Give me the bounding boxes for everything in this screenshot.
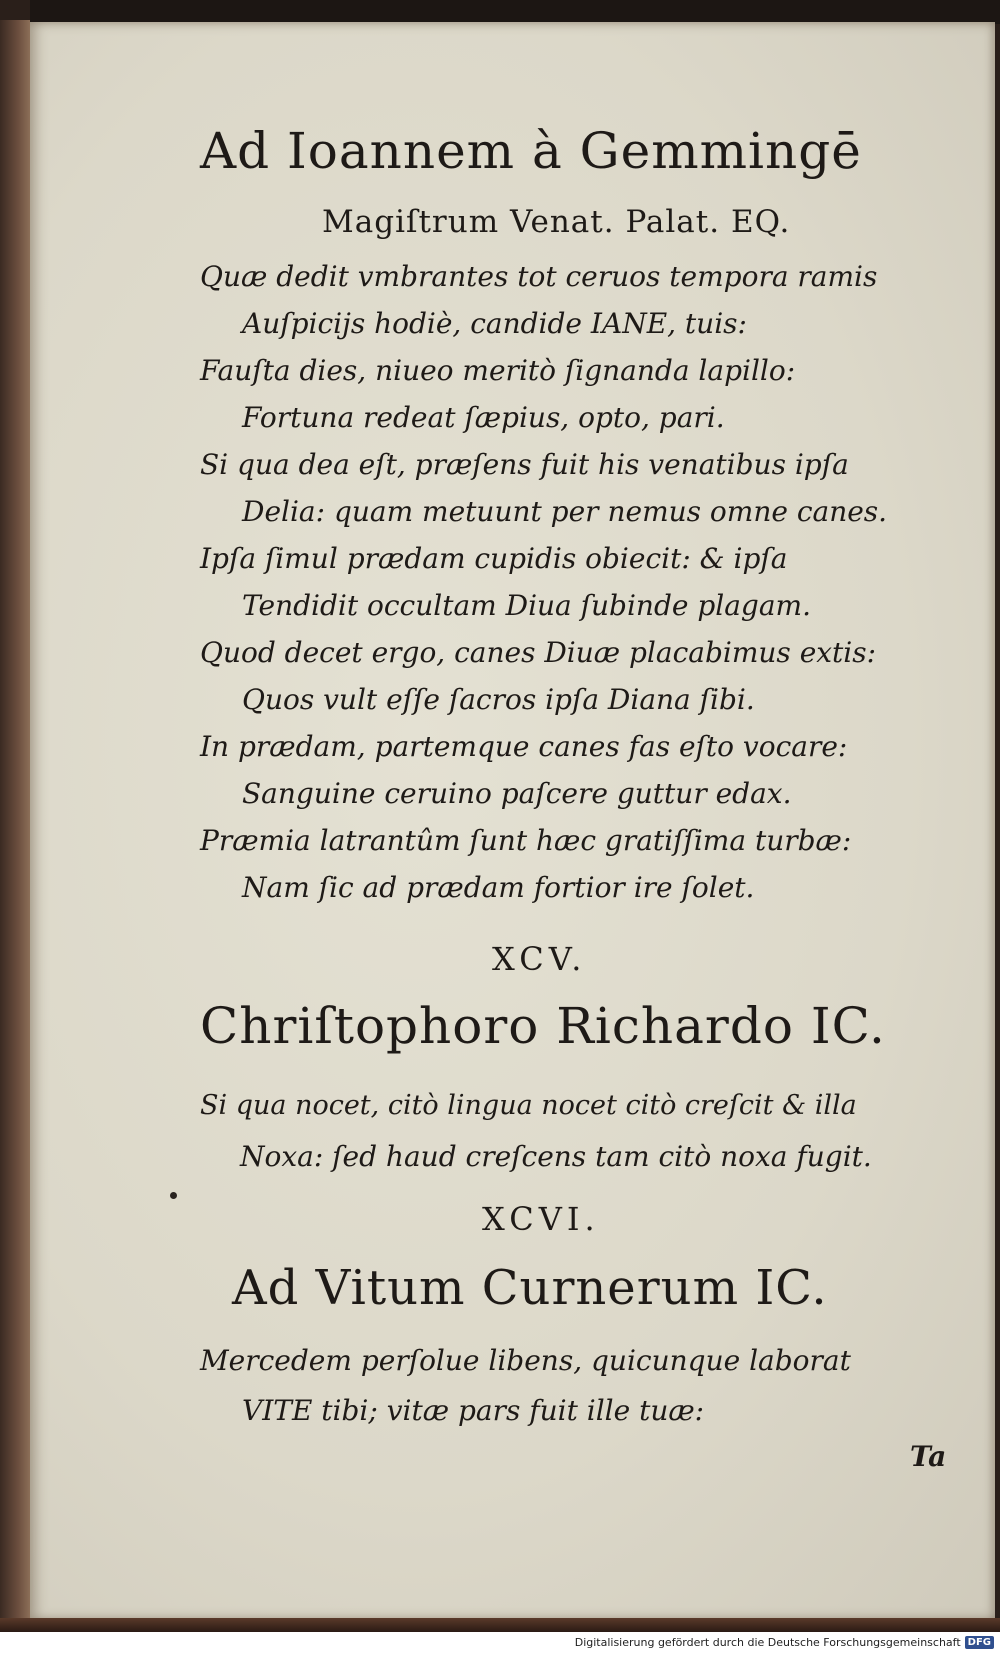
verse-line: Fauſta dies, niueo meritò ſignanda lapillo: <box>200 354 796 387</box>
verse-line: Ipſa ſimul prædam cupidis obiecit: & ipſa <box>200 542 788 575</box>
poem-title: Chriſtophoro Richardo IC. <box>200 997 886 1055</box>
verse-line: Auſpicijs hodiè, candide IANE, tuis: <box>242 307 747 340</box>
ink-speck <box>170 1192 177 1199</box>
book-spine-edge <box>0 20 30 1620</box>
book-page <box>30 22 995 1620</box>
verse-line: In prædam, partemque canes fas eſto vocare: <box>200 730 848 763</box>
verse-line: Mercedem perſolue libens, quicunque laborat <box>200 1344 851 1377</box>
verse-line: Sanguine ceruino paſcere guttur edax. <box>242 777 792 810</box>
verse-line: Si qua dea eſt, præſens fuit his venatibus ipſa <box>200 448 849 481</box>
poem-subtitle: Magiſtrum Venat. Palat. EQ. <box>322 204 791 240</box>
poem-title: Ad Vitum Curnerum IC. <box>232 1260 828 1316</box>
verse-line: Quod decet ergo, canes Diuæ placabimus extis: <box>200 636 877 669</box>
verse-line: Nam ſic ad prædam fortior ire ſolet. <box>242 871 755 904</box>
verse-line: Noxa: ſed haud creſcens tam citò noxa fugit. <box>240 1140 872 1173</box>
footer-credit: Digitalisierung gefördert durch die Deutsche Forschungsgemeinschaft <box>574 1636 961 1649</box>
verse-line: Quos vult eſſe ſacros ipſa Diana ſibi. <box>242 683 755 716</box>
poem-number: XCVI. <box>482 1200 600 1238</box>
verse-line: Si qua nocet, citò lingua nocet citò creſcit & illa <box>200 1090 857 1121</box>
digitization-footer <box>0 1632 1000 1653</box>
page-bottom-edge <box>0 1618 1000 1632</box>
catchword: Ta <box>910 1440 947 1473</box>
page-top-edge <box>30 0 1000 24</box>
poem-number: XCV. <box>492 940 587 978</box>
page-text <box>30 22 995 1620</box>
verse-line: VITE tibi; vitæ pars fuit ille tuæ: <box>242 1394 705 1427</box>
verse-line: Tendidit occultam Diua ſubinde plagam. <box>242 589 811 622</box>
verse-line: Fortuna redeat ſæpius, opto, pari. <box>242 401 725 434</box>
verse-line: Delia: quam metuunt per nemus omne canes. <box>242 495 888 528</box>
poem-title: Ad Ioannem à Gemmingē <box>200 122 862 180</box>
verse-line: Præmia latrantûm ſunt hæc gratiſſima turbæ: <box>200 824 852 857</box>
dfg-logo: DFG <box>965 1636 994 1649</box>
verse-line: Quæ dedit vmbrantes tot ceruos tempora ramis <box>200 260 878 293</box>
